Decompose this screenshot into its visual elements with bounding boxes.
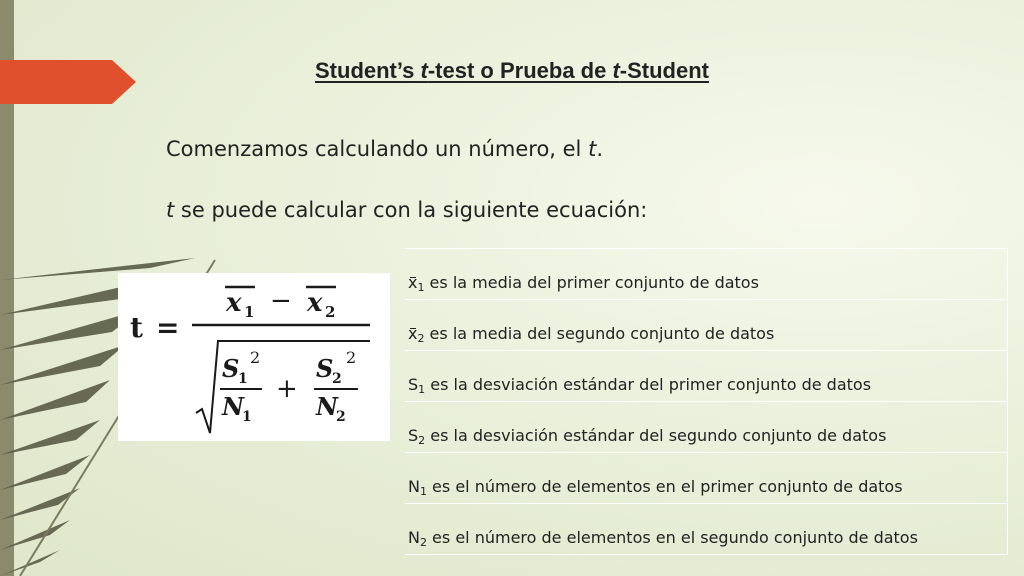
definition-text: es la media del primer conjunto de datos bbox=[424, 273, 759, 292]
t-test-formula bbox=[118, 273, 390, 441]
definition-symbol: N bbox=[408, 528, 420, 547]
formula-plus: + bbox=[276, 374, 298, 404]
slide-title: Student’s t-test o Prueba de t-Student bbox=[315, 58, 709, 83]
equation-intro-line: t se puede calcular con la siguiente ecuación: bbox=[166, 198, 648, 222]
definition-symbol: x bbox=[408, 324, 418, 343]
intro-line: Comenzamos calculando un número, el t. bbox=[166, 137, 603, 161]
definition-text: es la desviación estándar del segundo conjunto de datos bbox=[425, 426, 887, 445]
formula-s2-sup: 2 bbox=[346, 348, 357, 367]
definition-text: es la media del segundo conjunto de datos bbox=[424, 324, 775, 343]
formula-s2: S bbox=[316, 354, 334, 383]
definition-text: es la desviación estándar del primer conjunto de datos bbox=[425, 375, 872, 394]
definition-row: $x_1$ es la media del primer conjunto de datos bbox=[405, 249, 1008, 300]
formula-equals: = bbox=[156, 311, 180, 344]
definition-symbol: S bbox=[408, 375, 419, 394]
definition-row: $x_2$ es la media del segundo conjunto de datos bbox=[405, 300, 1008, 351]
definition-row: $N_2$ es el número de elementos en el segundo conjunto de datos bbox=[405, 504, 1008, 555]
formula-x1: x bbox=[226, 288, 242, 318]
definition-symbol: N bbox=[408, 477, 420, 496]
formula-s1-sub: 1 bbox=[238, 371, 248, 387]
formula-lhs: t bbox=[130, 311, 143, 344]
formula-minus: − bbox=[270, 286, 292, 316]
definition-text: es el número de elementos en el segundo conjunto de datos bbox=[426, 528, 918, 547]
formula-n2: N bbox=[316, 392, 338, 421]
formula-x2-sub: 2 bbox=[325, 303, 336, 321]
formula-x1-sub: 1 bbox=[244, 303, 255, 321]
definition-row: $S_2$ es la desviación estándar del segundo conjunto de datos bbox=[405, 402, 1008, 453]
definition-text: es el número de elementos en el primer conjunto de datos bbox=[426, 477, 903, 496]
formula-n1-sub: 1 bbox=[242, 409, 252, 425]
formula-n2-sub: 2 bbox=[336, 409, 346, 425]
definition-symbol: S bbox=[408, 426, 419, 445]
formula-x2: x bbox=[307, 288, 323, 318]
formula-s1: S bbox=[222, 354, 240, 383]
definitions-table bbox=[405, 248, 1008, 555]
formula-s1-sup: 2 bbox=[250, 348, 261, 367]
definition-symbol: x bbox=[408, 273, 418, 292]
formula-s2-sub: 2 bbox=[332, 371, 342, 387]
definition-row: $S_1$ es la desviación estándar del primer conjunto de datos bbox=[405, 351, 1008, 402]
formula-n1: N bbox=[222, 392, 244, 421]
definition-row: $N_1$ es el número de elementos en el primer conjunto de datos bbox=[405, 453, 1008, 504]
